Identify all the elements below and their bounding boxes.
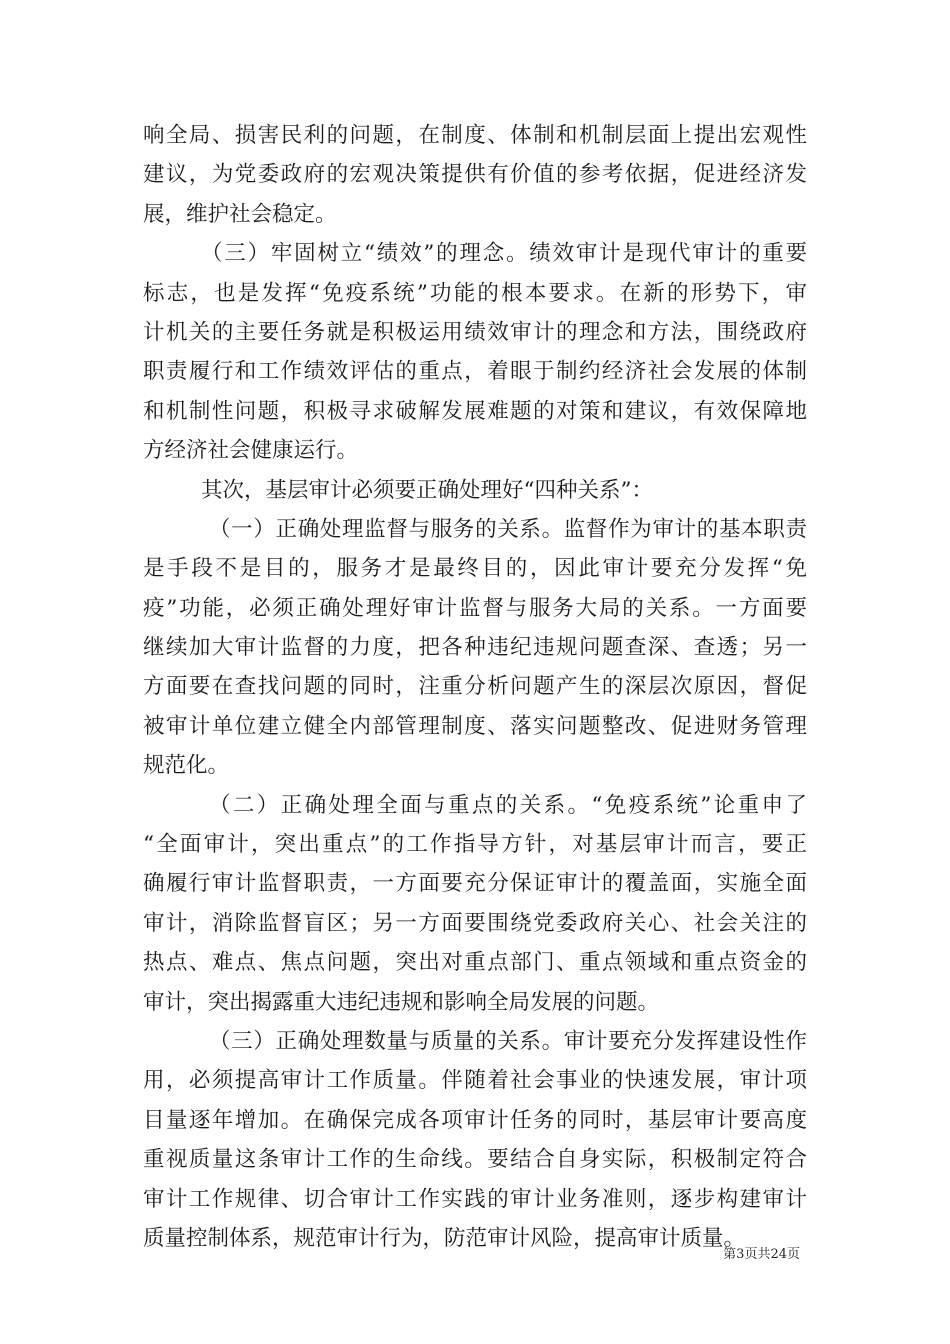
page-number: 第3页共24页 <box>723 1247 800 1262</box>
paragraph-first-line: 其次，基层审计必须要正确处理好“四种关系”： <box>201 477 653 503</box>
text-line: 计机关的主要任务就是积极运用绩效审计的理念和方法，围绕政府 <box>143 319 807 345</box>
text-line: 疫”功能，必须正确处理好审计监督与服务大局的关系。一方面要 <box>143 595 807 621</box>
text-line: 展，维护社会稳定。 <box>143 201 337 227</box>
text-line: 确履行审计监督职责，一方面要充分保证审计的覆盖面，实施全面 <box>143 871 807 897</box>
text-line: 标志，也是发挥“免疫系统”功能的根本要求。在新的形势下，审 <box>143 280 807 306</box>
text-line: 和机制性问题，积极寻求破解发展难题的对策和建议，有效保障地 <box>143 398 807 424</box>
document-body <box>143 116 807 1258</box>
text-line: 方面要在查找问题的同时，注重分析问题产生的深层次原因，督促 <box>143 674 807 700</box>
text-line: 目量逐年增加。在确保完成各项审计任务的同时，基层审计要高度 <box>143 1107 807 1133</box>
text-line: 规范化。 <box>143 753 230 779</box>
paragraph-first-line: （一）正确处理监督与服务的关系。监督作为审计的基本职责 <box>209 516 807 542</box>
paragraph-first-line: （二）正确处理全面与重点的关系。“免疫系统”论重申了 <box>209 792 807 818</box>
text-line: 响全局、损害民利的问题，在制度、体制和机制层面上提出宏观性 <box>143 123 807 148</box>
text-line: 审计，消除监督盲区；另一方面要围绕党委政府关心、社会关注的 <box>143 910 807 936</box>
text-line: 建议，为党委政府的宏观决策提供有价值的参考依据，促进经济发 <box>143 162 807 188</box>
text-line: 被审计单位建立健全内部管理制度、落实问题整改、促进财务管理 <box>143 713 807 739</box>
text-line: 职责履行和工作绩效评估的重点，着眼于制约经济社会发展的体制 <box>143 359 807 385</box>
text-line: 审计，突出揭露重大违纪违规和影响全局发展的问题。 <box>143 989 660 1015</box>
text-line: 方经济社会健康运行。 <box>143 438 359 464</box>
text-line: “全面审计，突出重点”的工作指导方针，对基层审计而言，要正 <box>143 832 807 858</box>
paragraph-first-line: （三）牢固树立“绩效”的理念。绩效审计是现代审计的重要 <box>201 241 807 267</box>
text-line: 热点、难点、焦点问题，突出对重点部门、重点领域和重点资金的 <box>143 950 807 976</box>
text-line: 继续加大审计监督的力度，把各种违纪违规问题查深、查透；另一 <box>143 635 807 661</box>
text-line: 用，必须提高审计工作质量。伴随着社会事业的快速发展，审计项 <box>143 1068 807 1094</box>
text-line: 质量控制体系，规范审计行为，防范审计风险，提高审计质量。 <box>143 1225 746 1251</box>
text-line: 是手段不是目的，服务才是最终目的，因此审计要充分发挥“免 <box>143 556 807 582</box>
text-line: 审计工作规律、切合审计工作实践的审计业务准则，逐步构建审计 <box>143 1186 807 1212</box>
text-line: 重视质量这条审计工作的生命线。要结合自身实际，积极制定符合 <box>143 1147 807 1173</box>
paragraph-first-line: （三）正确处理数量与质量的关系。审计要充分发挥建设性作 <box>209 1028 807 1054</box>
